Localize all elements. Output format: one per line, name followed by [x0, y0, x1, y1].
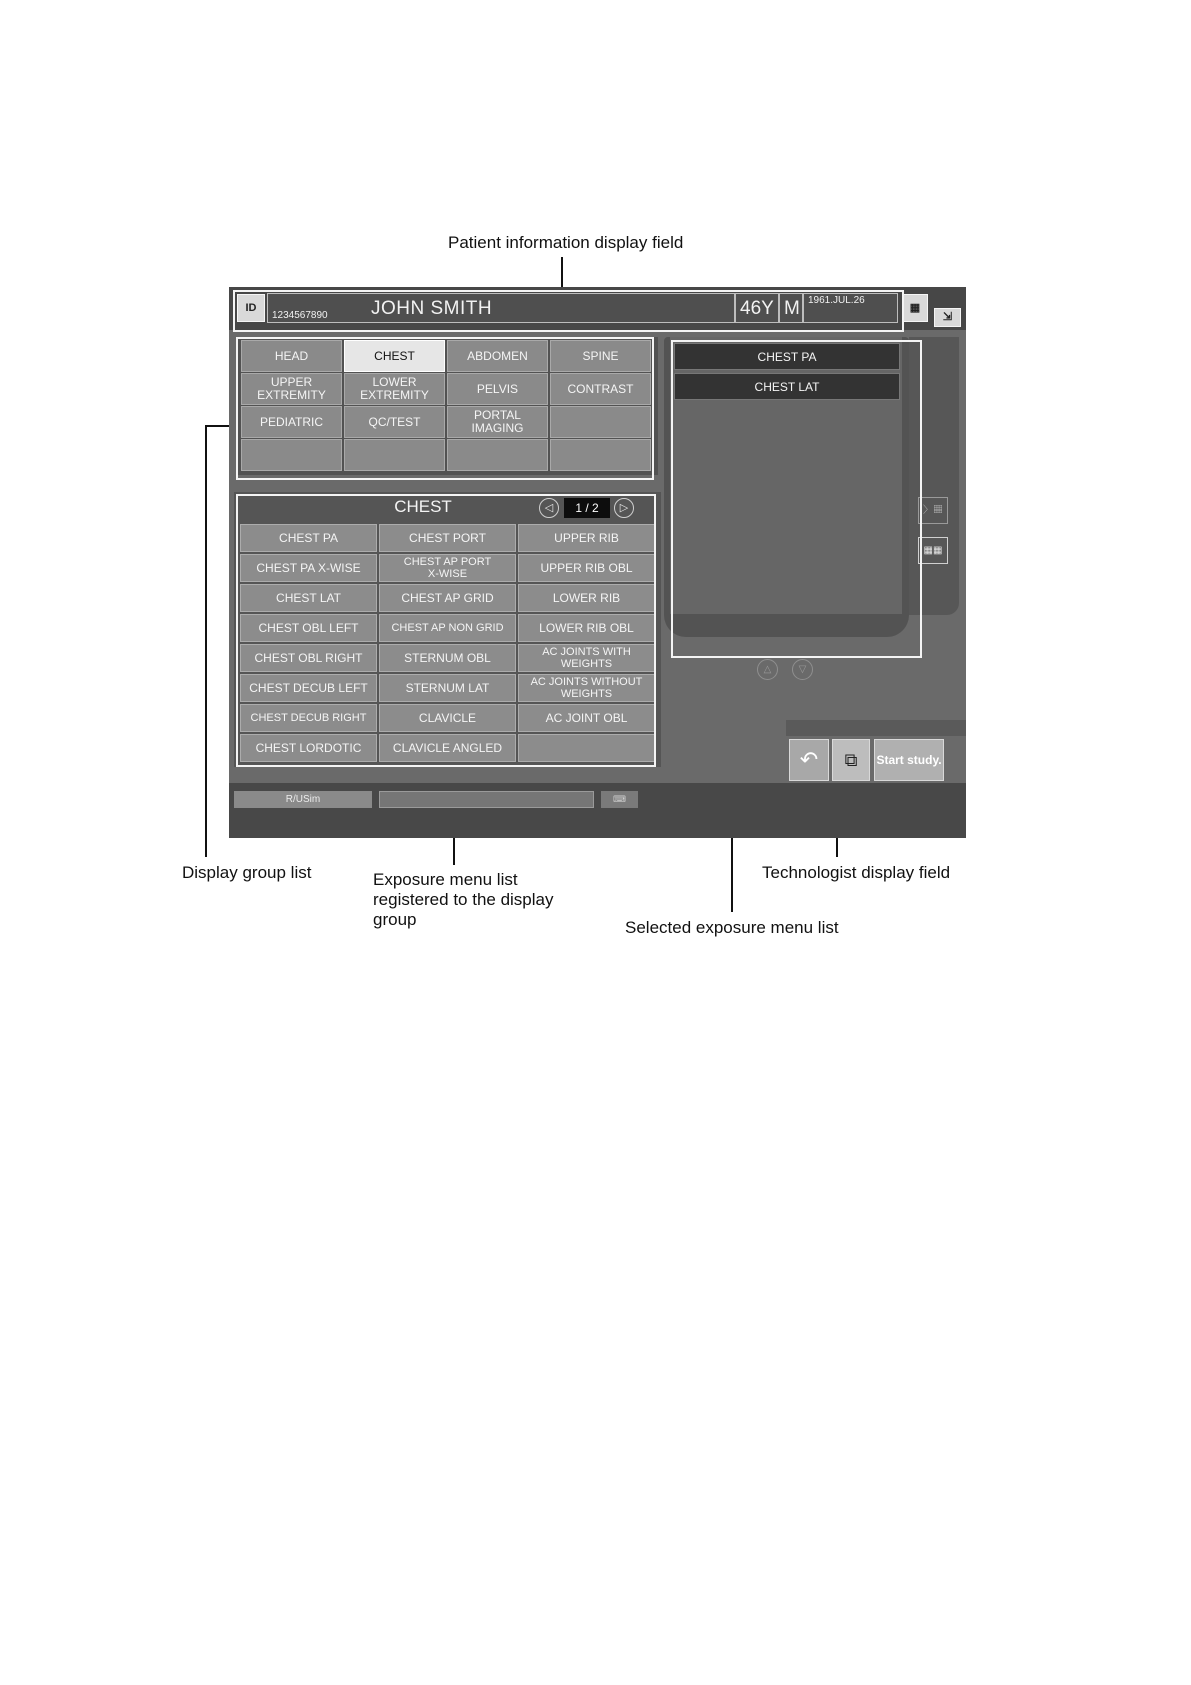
prev-page-button[interactable]: ◁: [539, 498, 559, 518]
group-button-chest[interactable]: CHEST: [344, 340, 445, 372]
exit-icon: ⇲: [942, 311, 953, 323]
scroll-down-button[interactable]: ▽: [792, 659, 813, 680]
frame-display-group-list: [236, 337, 654, 480]
group-button-portal-imaging[interactable]: PORTAL IMAGING: [447, 406, 548, 438]
group-button-pelvis[interactable]: PELVIS: [447, 373, 548, 405]
patient-age: 46Y: [740, 298, 774, 319]
exposure-button-chest-decub-right[interactable]: CHEST DECUB RIGHT: [240, 704, 377, 732]
id-card-icon: ID: [245, 302, 257, 314]
scroll-up-button[interactable]: △: [757, 659, 778, 680]
exposure-button-chest-pa[interactable]: CHEST PA: [240, 524, 377, 552]
leader-group-vertical: [205, 425, 207, 857]
exposure-button-sternum-lat[interactable]: STERNUM LAT: [379, 674, 516, 702]
group-button-qc-test[interactable]: QC/TEST: [344, 406, 445, 438]
frame-patient-info: [233, 290, 904, 332]
status-message-field: [379, 791, 594, 808]
frame-selected-exposure-list: [671, 340, 922, 658]
group-button-lower-extremity[interactable]: LOWER EXTREMITY: [344, 373, 445, 405]
exposure-button-chest-pa-x-wise[interactable]: CHEST PA X-WISE: [240, 554, 377, 582]
patient-name: JOHN SMITH: [371, 298, 493, 319]
callout-selected-menu: Selected exposure menu list: [625, 918, 839, 937]
technologist-display-field: [786, 720, 966, 736]
exposure-button-chest-ap-port-x-wise[interactable]: CHEST AP PORT X-WISE: [379, 554, 516, 582]
exposure-button-ac-joint-obl[interactable]: AC JOINT OBL: [518, 704, 655, 732]
start-study-button[interactable]: [874, 739, 944, 781]
patient-birthdate: 1961.JUL.26: [808, 295, 865, 306]
patient-id: 1234567890: [272, 310, 328, 321]
group-button-upper-extremity[interactable]: UPPER EXTREMITY: [241, 373, 342, 405]
callout-exposure-menu-line2: registered to the display: [373, 890, 554, 909]
delete-all-icon: ▦▦: [923, 545, 943, 556]
copy-document-icon: ⧉: [844, 750, 858, 770]
group-button-pediatric[interactable]: PEDIATRIC: [241, 406, 342, 438]
next-page-button[interactable]: ▷: [614, 498, 634, 518]
exposure-button-chest-lordotic[interactable]: CHEST LORDOTIC: [240, 734, 377, 762]
copy-study-button[interactable]: [832, 739, 870, 781]
exposure-button-chest-decub-left[interactable]: CHEST DECUB LEFT: [240, 674, 377, 702]
exposure-menu-title: CHEST: [394, 497, 452, 516]
exposure-button-upper-rib-obl[interactable]: UPPER RIB OBL: [518, 554, 655, 582]
exposure-button-ac-joints-without-weights[interactable]: AC JOINTS WITHOUT WEIGHTS: [518, 674, 655, 702]
exposure-button-chest-ap-non-grid[interactable]: CHEST AP NON GRID: [379, 614, 516, 642]
exit-button[interactable]: [934, 308, 961, 327]
callout-exposure-menu-line3: group: [373, 910, 417, 929]
exposure-button-clavicle[interactable]: CLAVICLE: [379, 704, 516, 732]
patient-list-button[interactable]: [902, 294, 928, 322]
undo-arrow-icon: ↶: [799, 747, 819, 772]
callout-display-group-list: Display group list: [182, 863, 312, 882]
leader-patient-info: [561, 257, 563, 291]
keyboard-icon: ⌨: [613, 794, 626, 804]
frame-exposure-menu-list: [236, 494, 656, 767]
callout-patient-info: Patient information display field: [448, 233, 684, 252]
group-button-spine[interactable]: SPINE: [550, 340, 651, 372]
exposure-button-clavicle-angled[interactable]: CLAVICLE ANGLED: [379, 734, 516, 762]
exposure-button-lower-rib-obl[interactable]: LOWER RIB OBL: [518, 614, 655, 642]
exposure-button-sternum-obl[interactable]: STERNUM OBL: [379, 644, 516, 672]
exposure-button-ac-joints-with-weights[interactable]: AC JOINTS WITH WEIGHTS: [518, 644, 655, 672]
group-button-head[interactable]: HEAD: [241, 340, 342, 372]
keyboard-button[interactable]: [601, 791, 638, 808]
exposure-button-chest-obl-left[interactable]: CHEST OBL LEFT: [240, 614, 377, 642]
selected-exposure-item[interactable]: CHEST PA: [674, 343, 900, 370]
group-button-abdomen[interactable]: ABDOMEN: [447, 340, 548, 372]
delete-all-button[interactable]: [918, 537, 948, 564]
bottom-status-bar: [229, 783, 966, 838]
rusim-button[interactable]: R/USim: [234, 791, 372, 808]
callout-exposure-menu-line1: Exposure menu list: [373, 870, 518, 889]
delete-one-icon: 〉▦: [923, 505, 943, 516]
exposure-button-chest-ap-grid[interactable]: CHEST AP GRID: [379, 584, 516, 612]
patient-list-icon: ▦: [909, 302, 921, 314]
undo-button[interactable]: [789, 739, 829, 781]
page-indicator: 1 / 2: [564, 498, 610, 518]
exposure-button-lower-rib[interactable]: LOWER RIB: [518, 584, 655, 612]
delete-one-button[interactable]: [918, 497, 948, 524]
start-study-label: Start study.: [876, 753, 942, 767]
exposure-button-upper-rib[interactable]: UPPER RIB: [518, 524, 655, 552]
group-button-contrast[interactable]: CONTRAST: [550, 373, 651, 405]
patient-sex: M: [784, 298, 800, 319]
callout-technologist: Technologist display field: [762, 863, 951, 882]
exposure-button-chest-lat[interactable]: CHEST LAT: [240, 584, 377, 612]
selected-exposure-item[interactable]: CHEST LAT: [674, 373, 900, 400]
exposure-button-chest-port[interactable]: CHEST PORT: [379, 524, 516, 552]
exposure-button-chest-obl-right[interactable]: CHEST OBL RIGHT: [240, 644, 377, 672]
